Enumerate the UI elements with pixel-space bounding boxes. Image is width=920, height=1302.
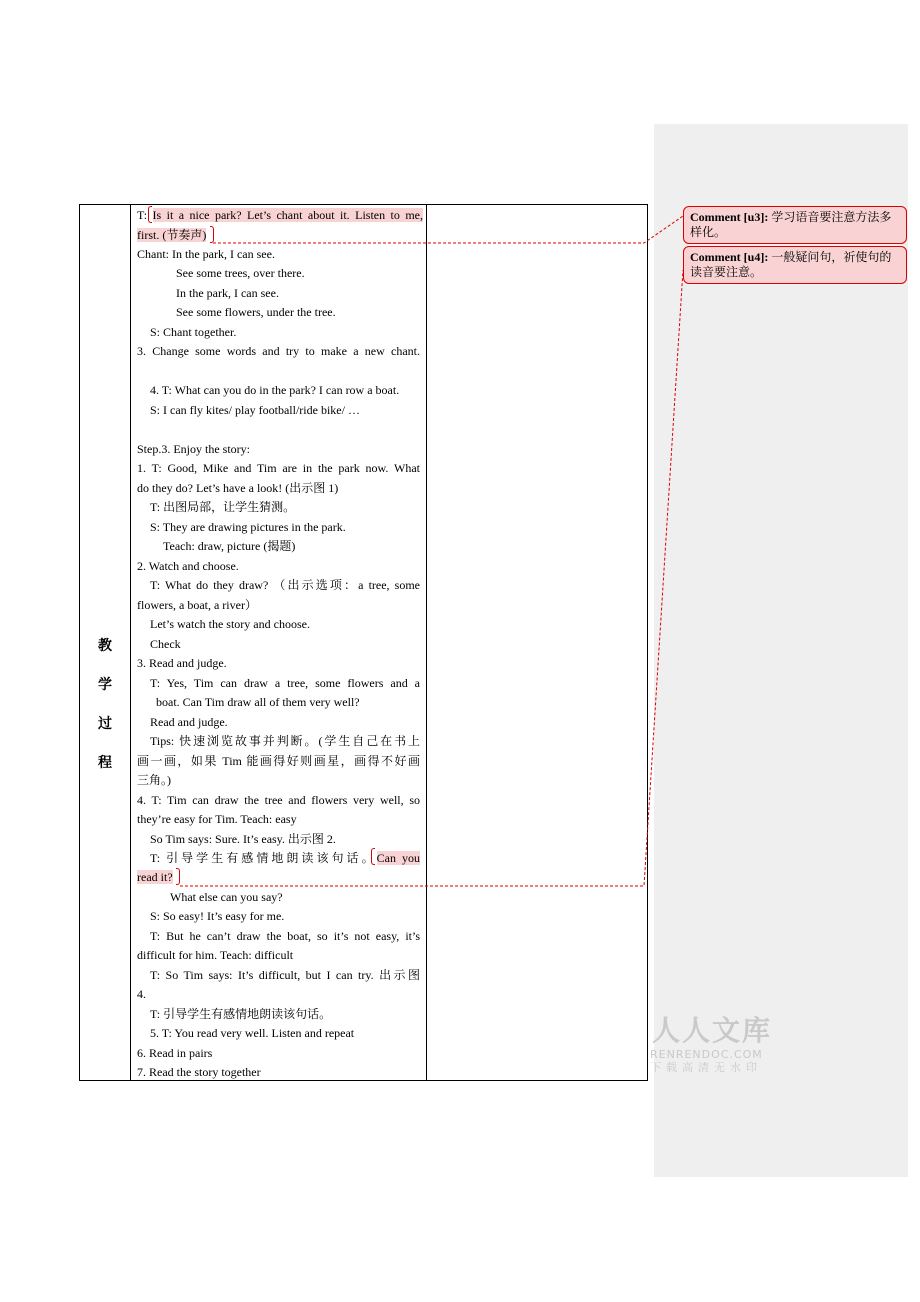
text-segment: 三角。): [137, 773, 171, 787]
commented-text: Can you: [376, 851, 420, 865]
comment-u3[interactable]: [683, 206, 907, 244]
text-segment: T: So Tim says: It’s difficult, but I can try. 出示图: [150, 968, 420, 982]
text-segment: do they do? Let’s have a look! (出示图 1): [137, 481, 339, 495]
text-segment: In the park, I can see.: [176, 286, 279, 300]
watermark: [650, 1014, 774, 1075]
section-label-char-4: 程: [98, 756, 112, 771]
text-segment: So Tim says: Sure. It’s easy. 出示图 2.: [150, 832, 336, 846]
text-segment: T: 引导学生有感情地朗读该句话。: [150, 851, 377, 865]
section-label-char-3: 过: [98, 717, 112, 732]
watermark-site: RENRENDOC.COM: [650, 1048, 763, 1061]
text-segment: T: Yes, Tim can draw a tree, some flowers and a: [150, 676, 420, 690]
text-segment: See some trees, over there.: [176, 266, 305, 280]
text-segment: Chant: In the park, I can see.: [137, 247, 275, 261]
comment-u4-label: Comment [u4]:: [690, 250, 769, 264]
text-segment: 画一画，如果 Tim 能画得好则画星，画得不好画: [137, 754, 420, 768]
text-segment: S: So easy! It’s easy for me.: [150, 909, 285, 923]
text-segment: 4. T: What can you do in the park? I can row a boat.: [150, 383, 400, 397]
text-segment: See some flowers, under the tree.: [176, 305, 336, 319]
text-segment: 5. T: You read very well. Listen and repeat: [150, 1026, 355, 1040]
text-segment: Step.3. Enjoy the story:: [137, 442, 250, 456]
section-label-char-2: 学: [98, 678, 112, 693]
text-segment: 4.: [137, 987, 146, 1001]
text-segment: T: But he can’t draw the boat, so it’s not easy, it’s: [150, 929, 420, 943]
text-segment: Tips: 快速浏览故事并判断。(学生自己在书上: [150, 734, 420, 748]
section-label-char-1: 教: [98, 639, 112, 654]
commented-text: Is it a nice park? Let’s chant about it. Listen to me,: [152, 208, 423, 222]
text-segment: Check: [150, 637, 181, 651]
text-segment: Read and judge.: [150, 715, 228, 729]
text-segment: T: What do they draw? （出示选项：a tree, some: [150, 578, 420, 592]
text-segment: Teach: draw, picture (揭题): [163, 539, 296, 553]
text-segment: 7. Read the story together: [137, 1065, 261, 1079]
comment-u4-text: 一般疑问句，祈使句的读音要注意。: [690, 250, 892, 279]
text-segment: boat. Can Tim draw all of them very well?: [156, 695, 360, 709]
text-segment: 6. Read in pairs: [137, 1046, 213, 1060]
comment-u3-text: 学习语音要注意方法多样化。: [690, 210, 892, 239]
text-segment: difficult for him. Teach: difficult: [137, 948, 294, 962]
watermark-slogan: 下载高清无水印: [650, 1061, 762, 1074]
connector-u4: [180, 270, 683, 886]
text-segment: 3. Change some words and try to make a new chant.: [137, 344, 420, 358]
watermark-title: 人人文库: [651, 1014, 772, 1047]
text-segment: 3. Read and judge.: [137, 656, 227, 670]
text-segment: T: 出图局部，让学生猜测。: [150, 500, 296, 514]
comment-u4[interactable]: [683, 246, 907, 284]
comment-u3-label: Comment [u3]:: [690, 210, 769, 224]
commented-text: read it?: [137, 870, 173, 884]
text-segment: S: They are drawing pictures in the park.: [150, 520, 346, 534]
commented-text: first. (节奏声): [137, 228, 207, 242]
text-segment: 2. Watch and choose.: [137, 559, 239, 573]
text-segment: 1. T: Good, Mike and Tim are in the park now. What: [137, 461, 420, 475]
connector-u3: [213, 216, 683, 243]
text-segment: 4. T: Tim can draw the tree and flowers very well, so: [137, 793, 420, 807]
text-segment: Let’s watch the story and choose.: [150, 617, 310, 631]
text-segment: S: Chant together.: [150, 325, 237, 339]
text-segment: T:: [137, 208, 153, 222]
text-segment: S: I can fly kites/ play football/ride bike/ …: [150, 403, 360, 417]
text-segment: they’re easy for Tim. Teach: easy: [137, 812, 297, 826]
text-segment: flowers, a boat, a river）: [137, 598, 257, 612]
text-segment: T: 引导学生有感情地朗读该句话。: [150, 1007, 332, 1021]
text-segment: What else can you say?: [170, 890, 283, 904]
